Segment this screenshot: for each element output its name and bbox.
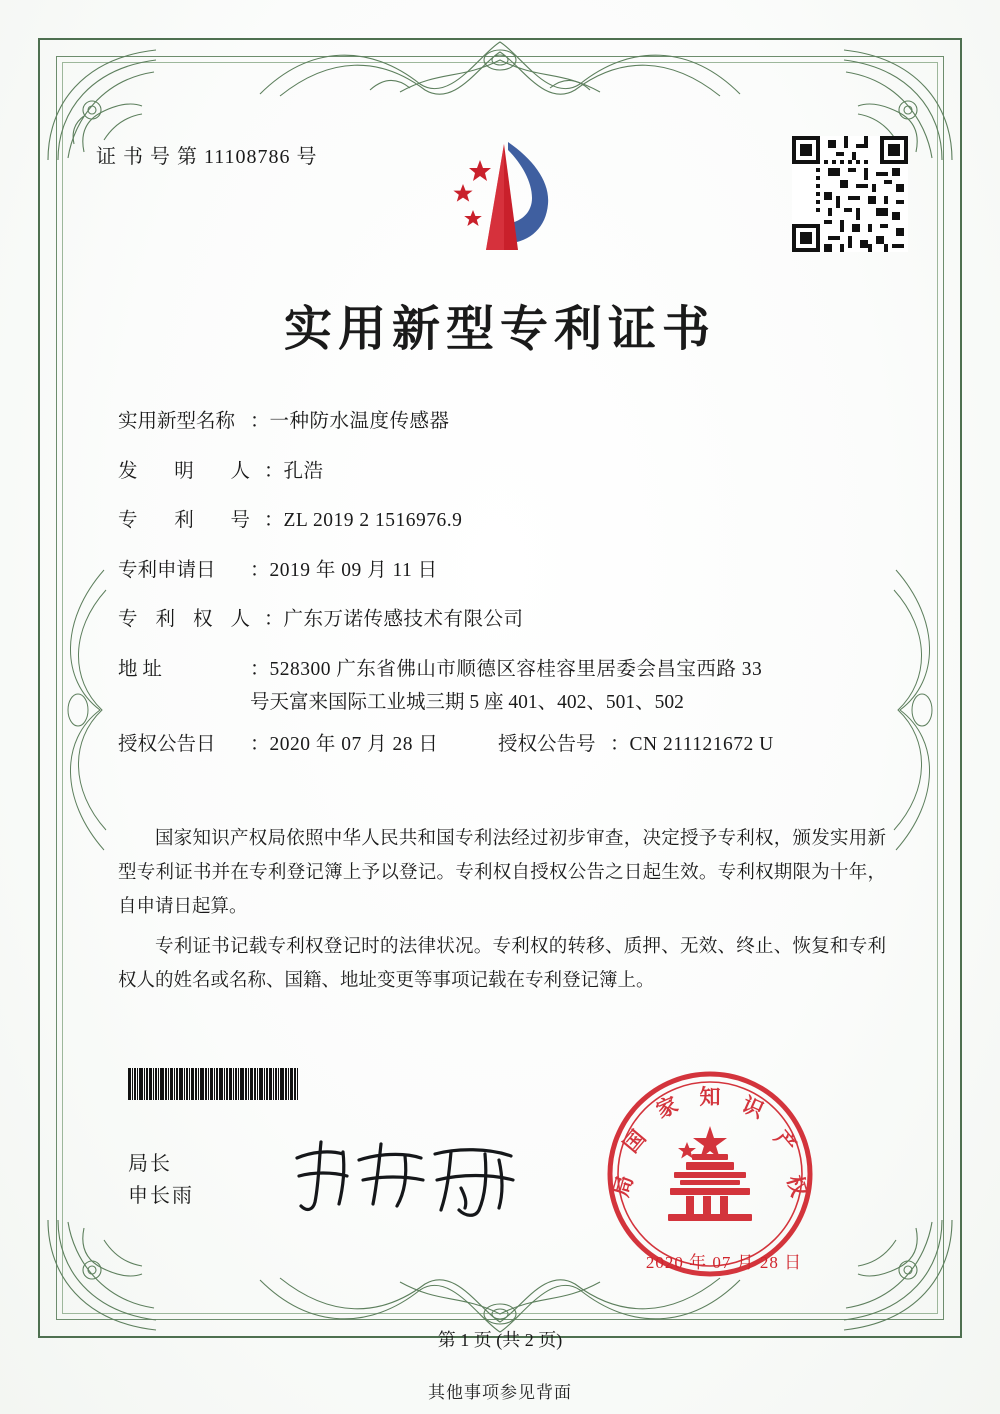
- grant-date-group: [118, 735, 498, 755]
- handwritten-signature-icon: [285, 1130, 535, 1220]
- svg-text:权: 权: [782, 1172, 812, 1200]
- footer-note: 其他事项参见背面: [428, 1383, 572, 1402]
- field-value-grant-date: 2020 年 07 月 28 日: [269, 733, 439, 755]
- field-label-address: 地 址: [118, 658, 162, 680]
- field-row-application-date: [118, 561, 888, 581]
- certificate-number: 证 书 号 第 11108786 号: [96, 146, 318, 168]
- field-value-patent-number: ZL 2019 2 1516976.9: [283, 510, 463, 531]
- grant-info-row: [118, 735, 888, 755]
- field-colon: ：: [264, 510, 284, 531]
- field-row-utility-model-name: [118, 412, 888, 432]
- signature-title: 局长: [128, 1153, 172, 1175]
- grant-number-group: [498, 735, 774, 755]
- field-row-patent-number: [118, 511, 888, 531]
- field-colon: ：: [250, 733, 270, 755]
- patent-office-emblem-icon: [430, 138, 570, 263]
- field-value-inventor: 孔浩: [283, 460, 324, 482]
- field-colon: ：: [610, 733, 630, 755]
- field-label: 专利申请日: [118, 559, 216, 581]
- field-colon: ：: [250, 559, 270, 581]
- field-label: 发 明 人: [118, 460, 250, 482]
- field-label-grant-date: 授权公告日: [118, 733, 216, 755]
- page-number: 第 1 页 (共 2 页): [437, 1330, 563, 1350]
- field-value-application-date: 2019 年 09 月 11 日: [269, 559, 438, 581]
- field-colon: ：: [250, 411, 270, 432]
- page-title: 实用新型专利证书: [283, 301, 716, 357]
- field-value-address-line2: 号天富来国际工业城三期 5 座 401、402、501、502: [250, 692, 684, 713]
- svg-text:识: 识: [738, 1092, 768, 1123]
- svg-text:国: 国: [618, 1125, 651, 1158]
- field-value-grant-number: CN 211121672 U: [629, 733, 774, 755]
- field-label-grant-number: 授权公告号: [498, 733, 596, 755]
- field-row-patentee: [118, 610, 888, 630]
- qr-code-icon: [792, 136, 908, 252]
- signature-name: 申长雨: [128, 1185, 194, 1207]
- field-label: 专 利 权 人: [118, 609, 250, 630]
- body-text: [118, 822, 886, 1004]
- paragraph-1: 国家知识产权局依照中华人民共和国专利法经过初步审查，决定授予专利权，颁发实用新型专利证书并在专利登记簿上予以登记。专利权自授权公告之日起生效。专利权期限为十年，自申请日起算。: [118, 829, 886, 917]
- svg-text:产: 产: [769, 1125, 802, 1158]
- field-label: 专 利 号: [118, 510, 250, 531]
- field-colon: ：: [250, 658, 270, 680]
- signature-block: [128, 1148, 194, 1212]
- field-colon: ：: [264, 460, 284, 482]
- field-row-address: [118, 660, 888, 680]
- paragraph-2: 专利证书记载专利权登记时的法律状况。专利权的转移、质押、无效、终止、恢复和专利权人的姓名或名称、国籍、地址变更等事项记载在专利登记簿上。: [118, 937, 886, 991]
- svg-text:局: 局: [608, 1172, 638, 1200]
- field-colon: ：: [264, 609, 284, 630]
- seal-date: 2020 年 07 月 28 日: [645, 1253, 803, 1272]
- field-value-address-line1: 528300 广东省佛山市顺德区容桂容里居委会昌宝西路 33: [269, 658, 763, 680]
- svg-text:知: 知: [699, 1085, 721, 1109]
- field-value-patentee: 广东万诺传感技术有限公司: [283, 609, 524, 630]
- svg-text:家: 家: [652, 1092, 682, 1123]
- barcode: [128, 1068, 396, 1100]
- field-value-utility-model-name: 一种防水温度传感器: [269, 411, 450, 432]
- field-label: 实用新型名称: [118, 411, 236, 432]
- field-list: [118, 412, 888, 780]
- field-row-inventor: [118, 462, 888, 482]
